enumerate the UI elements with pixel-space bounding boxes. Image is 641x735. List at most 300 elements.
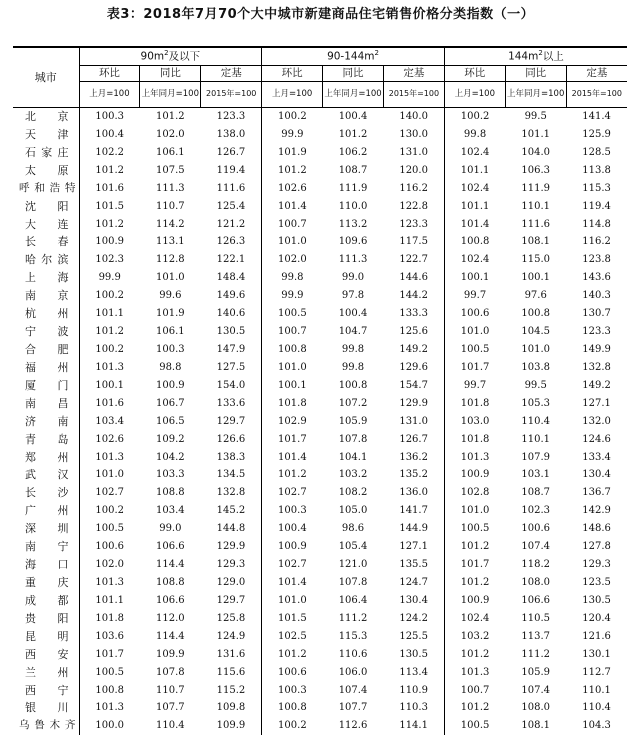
index-value: 111.6 (505, 216, 566, 234)
index-value: 107.8 (323, 574, 384, 592)
index-value: 129.9 (383, 395, 444, 413)
city-name: 沈阳 (13, 198, 79, 216)
index-value: 100.2 (262, 108, 323, 126)
base-prev-month: 上月=100 (262, 82, 323, 108)
table-row (13, 538, 627, 556)
index-value: 127.8 (566, 538, 627, 556)
index-value: 106.1 (140, 323, 201, 341)
index-value: 101.2 (323, 126, 384, 144)
index-value: 101.4 (262, 574, 323, 592)
index-value: 115.2 (201, 682, 262, 700)
table-row (13, 126, 627, 144)
index-value: 106.0 (323, 664, 384, 682)
index-value: 107.7 (140, 699, 201, 717)
index-value: 100.1 (505, 269, 566, 287)
index-value: 102.3 (79, 251, 140, 269)
index-value: 141.7 (383, 502, 444, 520)
table-row (13, 287, 627, 305)
index-value: 100.4 (323, 305, 384, 323)
index-value: 154.0 (201, 377, 262, 395)
index-value: 149.2 (566, 377, 627, 395)
index-value: 130.4 (566, 466, 627, 484)
city-column-header: 城市 (13, 47, 79, 108)
city-name: 广州 (13, 502, 79, 520)
index-value: 104.0 (505, 144, 566, 162)
table-row (13, 359, 627, 377)
index-value: 140.0 (383, 108, 444, 126)
index-value: 125.5 (383, 628, 444, 646)
index-value: 136.7 (566, 484, 627, 502)
index-value: 114.2 (140, 216, 201, 234)
index-value: 99.7 (444, 377, 505, 395)
index-value: 102.4 (444, 251, 505, 269)
col-mom: 环比 (262, 66, 323, 82)
index-value: 103.4 (140, 502, 201, 520)
index-value: 144.2 (383, 287, 444, 305)
index-value: 101.7 (262, 431, 323, 449)
index-value: 104.2 (140, 449, 201, 467)
index-value: 100.6 (444, 305, 505, 323)
index-value: 101.2 (262, 466, 323, 484)
index-value: 130.5 (383, 646, 444, 664)
index-value: 100.9 (444, 466, 505, 484)
index-value: 115.0 (505, 251, 566, 269)
city-name: 福州 (13, 359, 79, 377)
index-value: 110.1 (566, 682, 627, 700)
city-name: 杭州 (13, 305, 79, 323)
index-value: 123.3 (566, 323, 627, 341)
col-mom: 环比 (79, 66, 140, 82)
index-value: 100.7 (262, 216, 323, 234)
city-name: 武汉 (13, 466, 79, 484)
index-value: 100.5 (444, 717, 505, 735)
index-value: 100.3 (262, 502, 323, 520)
index-value: 100.1 (444, 269, 505, 287)
index-value: 110.1 (505, 198, 566, 216)
table-row (13, 305, 627, 323)
index-value: 101.6 (79, 180, 140, 198)
index-value: 107.7 (323, 699, 384, 717)
index-value: 125.8 (201, 610, 262, 628)
index-value: 103.6 (79, 628, 140, 646)
index-value: 101.4 (262, 198, 323, 216)
index-value: 107.8 (140, 664, 201, 682)
index-value: 113.8 (566, 162, 627, 180)
base-prev-month: 上月=100 (79, 82, 140, 108)
city-name: 深圳 (13, 520, 79, 538)
table-row (13, 449, 627, 467)
index-value: 99.9 (79, 269, 140, 287)
index-value: 99.8 (323, 341, 384, 359)
index-value: 101.7 (444, 359, 505, 377)
city-name: 济南 (13, 413, 79, 431)
table-body (13, 108, 627, 735)
index-value: 100.8 (262, 341, 323, 359)
index-value: 100.5 (79, 664, 140, 682)
col-fixed-base: 定基 (201, 66, 262, 82)
index-value: 105.9 (505, 664, 566, 682)
index-value: 110.0 (323, 198, 384, 216)
table-row (13, 377, 627, 395)
index-value: 101.0 (262, 233, 323, 251)
table-row (13, 413, 627, 431)
index-value: 104.3 (566, 717, 627, 735)
base-prev-month: 上月=100 (444, 82, 505, 108)
index-value: 103.0 (444, 413, 505, 431)
city-name: 呼和浩特 (13, 180, 79, 198)
index-value: 101.2 (79, 323, 140, 341)
index-value: 100.1 (262, 377, 323, 395)
city-name: 长春 (13, 233, 79, 251)
index-value: 105.0 (323, 502, 384, 520)
index-value: 101.2 (140, 108, 201, 126)
table-row (13, 484, 627, 502)
index-value: 133.3 (383, 305, 444, 323)
index-value: 101.1 (444, 162, 505, 180)
city-name: 合肥 (13, 341, 79, 359)
index-value: 100.7 (262, 323, 323, 341)
index-value: 108.8 (140, 484, 201, 502)
index-value: 119.4 (566, 198, 627, 216)
index-value: 100.6 (505, 520, 566, 538)
index-value: 101.0 (505, 341, 566, 359)
index-value: 101.2 (79, 216, 140, 234)
index-value: 130.0 (383, 126, 444, 144)
index-value: 100.8 (444, 233, 505, 251)
index-value: 100.2 (262, 717, 323, 735)
index-value: 101.7 (444, 556, 505, 574)
index-value: 106.1 (140, 144, 201, 162)
index-value: 124.6 (566, 431, 627, 449)
table-row (13, 664, 627, 682)
index-value: 100.9 (444, 592, 505, 610)
index-value: 101.9 (140, 305, 201, 323)
index-value: 118.2 (505, 556, 566, 574)
index-value: 97.8 (323, 287, 384, 305)
index-value: 135.5 (383, 556, 444, 574)
index-value: 141.4 (566, 108, 627, 126)
index-value: 149.6 (201, 287, 262, 305)
index-value: 104.7 (323, 323, 384, 341)
index-value: 100.8 (262, 699, 323, 717)
index-value: 102.3 (505, 502, 566, 520)
table-row (13, 646, 627, 664)
index-value: 138.0 (201, 126, 262, 144)
index-value: 113.2 (323, 216, 384, 234)
index-value: 103.2 (444, 628, 505, 646)
index-value: 100.4 (323, 108, 384, 126)
index-value: 113.4 (383, 664, 444, 682)
city-name: 重庆 (13, 574, 79, 592)
table-row (13, 682, 627, 700)
index-value: 100.5 (444, 341, 505, 359)
city-name: 西安 (13, 646, 79, 664)
index-value: 102.4 (444, 144, 505, 162)
price-index-table (13, 46, 627, 735)
index-value: 129.6 (383, 359, 444, 377)
index-value: 154.7 (383, 377, 444, 395)
table-row (13, 520, 627, 538)
table-title: 表3：2018年7月70个大中城市新建商品住宅销售价格分类指数（一） (0, 3, 641, 22)
table-row (13, 628, 627, 646)
index-value: 101.1 (505, 126, 566, 144)
index-value: 136.2 (383, 449, 444, 467)
index-value: 115.3 (566, 180, 627, 198)
index-value: 101.2 (262, 646, 323, 664)
index-value: 100.2 (79, 502, 140, 520)
index-value: 110.7 (140, 198, 201, 216)
index-value: 130.1 (566, 646, 627, 664)
index-value: 101.2 (444, 646, 505, 664)
index-value: 107.5 (140, 162, 201, 180)
index-value: 103.4 (79, 413, 140, 431)
index-value: 102.0 (140, 126, 201, 144)
index-value: 126.3 (201, 233, 262, 251)
city-name: 北京 (13, 108, 79, 126)
index-value: 101.0 (262, 359, 323, 377)
index-value: 101.0 (262, 592, 323, 610)
city-name: 兰州 (13, 664, 79, 682)
index-value: 101.0 (444, 502, 505, 520)
index-value: 107.4 (323, 682, 384, 700)
city-name: 银川 (13, 699, 79, 717)
index-value: 125.6 (383, 323, 444, 341)
table-row (13, 108, 627, 126)
city-name: 成都 (13, 592, 79, 610)
index-value: 107.9 (505, 449, 566, 467)
index-value: 97.6 (505, 287, 566, 305)
index-value: 102.7 (79, 484, 140, 502)
index-value: 101.8 (444, 431, 505, 449)
index-value: 112.0 (140, 610, 201, 628)
index-value: 129.0 (201, 574, 262, 592)
index-value: 98.6 (323, 520, 384, 538)
index-value: 101.7 (79, 646, 140, 664)
index-value: 112.8 (140, 251, 201, 269)
index-value: 103.2 (323, 466, 384, 484)
index-value: 102.6 (262, 180, 323, 198)
index-value: 129.9 (201, 538, 262, 556)
index-value: 121.2 (201, 216, 262, 234)
index-value: 127.5 (201, 359, 262, 377)
index-value: 122.1 (201, 251, 262, 269)
index-value: 131.6 (201, 646, 262, 664)
index-value: 102.0 (262, 251, 323, 269)
index-value: 100.7 (444, 682, 505, 700)
index-value: 100.2 (444, 108, 505, 126)
index-value: 101.3 (79, 449, 140, 467)
index-value: 112.7 (566, 664, 627, 682)
index-value: 110.4 (140, 717, 201, 735)
index-value: 101.1 (444, 198, 505, 216)
base-prev-year: 上年同月=100 (505, 82, 566, 108)
index-value: 101.3 (79, 574, 140, 592)
table-row (13, 699, 627, 717)
index-value: 126.7 (383, 431, 444, 449)
index-value: 102.4 (444, 180, 505, 198)
index-value: 144.9 (383, 520, 444, 538)
index-value: 100.6 (262, 664, 323, 682)
index-value: 111.3 (323, 251, 384, 269)
city-name: 西宁 (13, 682, 79, 700)
index-value: 99.6 (140, 287, 201, 305)
index-value: 124.7 (383, 574, 444, 592)
city-name: 厦门 (13, 377, 79, 395)
index-value: 100.4 (79, 126, 140, 144)
group-header-large: $144m^2$以上 (444, 47, 627, 66)
index-value: 106.5 (140, 413, 201, 431)
city-name: 海口 (13, 556, 79, 574)
index-value: 108.8 (140, 574, 201, 592)
city-name: 上海 (13, 269, 79, 287)
index-value: 108.1 (505, 717, 566, 735)
index-value: 102.8 (444, 484, 505, 502)
base-2015: 2015年=100 (566, 82, 627, 108)
index-value: 111.6 (201, 180, 262, 198)
index-value: 101.1 (79, 592, 140, 610)
index-value: 138.3 (201, 449, 262, 467)
index-value: 110.1 (505, 431, 566, 449)
index-value: 100.0 (79, 717, 140, 735)
index-value: 114.1 (383, 717, 444, 735)
base-prev-year: 上年同月=100 (323, 82, 384, 108)
index-value: 123.3 (201, 108, 262, 126)
index-value: 129.3 (566, 556, 627, 574)
index-value: 100.5 (79, 520, 140, 538)
index-value: 109.8 (201, 699, 262, 717)
index-value: 110.6 (323, 646, 384, 664)
index-value: 100.3 (262, 682, 323, 700)
index-value: 101.9 (262, 144, 323, 162)
index-value: 107.8 (323, 431, 384, 449)
index-value: 110.9 (383, 682, 444, 700)
index-value: 105.9 (323, 413, 384, 431)
index-value: 121.0 (323, 556, 384, 574)
city-name: 乌鲁木齐 (13, 717, 79, 735)
index-value: 109.6 (323, 233, 384, 251)
index-value: 140.3 (566, 287, 627, 305)
city-name: 南昌 (13, 395, 79, 413)
index-value: 108.0 (505, 699, 566, 717)
table-row (13, 592, 627, 610)
index-value: 121.6 (566, 628, 627, 646)
index-value: 133.6 (201, 395, 262, 413)
index-value: 111.2 (323, 610, 384, 628)
index-value: 100.9 (79, 233, 140, 251)
table-row (13, 574, 627, 592)
index-value: 117.5 (383, 233, 444, 251)
index-value: 116.2 (383, 180, 444, 198)
index-value: 99.0 (140, 520, 201, 538)
index-value: 101.1 (79, 305, 140, 323)
index-value: 114.4 (140, 628, 201, 646)
index-value: 102.4 (444, 610, 505, 628)
index-value: 101.5 (262, 610, 323, 628)
index-value: 126.6 (201, 431, 262, 449)
index-value: 110.5 (505, 610, 566, 628)
index-value: 148.6 (566, 520, 627, 538)
city-name: 宁波 (13, 323, 79, 341)
group-header-small: $90m^2$及以下 (79, 47, 262, 66)
city-name: 昆明 (13, 628, 79, 646)
index-value: 107.4 (505, 682, 566, 700)
index-value: 132.8 (566, 359, 627, 377)
base-prev-year: 上年同月=100 (140, 82, 201, 108)
index-value: 110.4 (566, 699, 627, 717)
index-value: 101.3 (79, 699, 140, 717)
table-row (13, 251, 627, 269)
index-value: 101.2 (444, 538, 505, 556)
index-value: 130.7 (566, 305, 627, 323)
table-row (13, 180, 627, 198)
table-row (13, 233, 627, 251)
index-value: 148.4 (201, 269, 262, 287)
index-value: 107.4 (505, 538, 566, 556)
index-value: 101.3 (79, 359, 140, 377)
city-name: 南宁 (13, 538, 79, 556)
index-value: 102.2 (79, 144, 140, 162)
base-2015: 2015年=100 (383, 82, 444, 108)
index-value: 114.4 (140, 556, 201, 574)
index-value: 101.3 (444, 449, 505, 467)
index-value: 99.7 (444, 287, 505, 305)
index-value: 126.7 (201, 144, 262, 162)
index-value: 123.3 (383, 216, 444, 234)
col-yoy: 同比 (140, 66, 201, 82)
index-value: 107.2 (323, 395, 384, 413)
index-value: 102.6 (79, 431, 140, 449)
index-value: 101.0 (140, 269, 201, 287)
index-value: 100.1 (79, 377, 140, 395)
index-value: 129.7 (201, 592, 262, 610)
index-value: 111.2 (505, 646, 566, 664)
index-value: 101.8 (262, 395, 323, 413)
index-value: 111.3 (140, 180, 201, 198)
col-fixed-base: 定基 (383, 66, 444, 82)
index-value: 104.1 (323, 449, 384, 467)
city-name: 哈尔滨 (13, 251, 79, 269)
index-value: 102.5 (262, 628, 323, 646)
index-value: 142.9 (566, 502, 627, 520)
index-value: 123.5 (566, 574, 627, 592)
index-value: 109.9 (140, 646, 201, 664)
index-value: 123.8 (566, 251, 627, 269)
index-value: 113.7 (505, 628, 566, 646)
index-value: 103.8 (505, 359, 566, 377)
index-value: 103.1 (505, 466, 566, 484)
index-value: 101.4 (444, 216, 505, 234)
index-value: 109.2 (140, 431, 201, 449)
index-value: 101.8 (79, 610, 140, 628)
index-value: 100.2 (79, 287, 140, 305)
index-value: 130.4 (383, 592, 444, 610)
index-value: 110.4 (505, 413, 566, 431)
index-value: 108.0 (505, 574, 566, 592)
table-row (13, 323, 627, 341)
index-value: 101.6 (79, 395, 140, 413)
index-value: 110.7 (140, 682, 201, 700)
index-value: 132.8 (201, 484, 262, 502)
index-value: 100.8 (323, 377, 384, 395)
table-row (13, 198, 627, 216)
table-row (13, 269, 627, 287)
index-value: 100.8 (79, 682, 140, 700)
index-value: 125.4 (201, 198, 262, 216)
city-name: 大连 (13, 216, 79, 234)
index-value: 108.7 (505, 484, 566, 502)
index-value: 99.5 (505, 108, 566, 126)
index-value: 124.9 (201, 628, 262, 646)
